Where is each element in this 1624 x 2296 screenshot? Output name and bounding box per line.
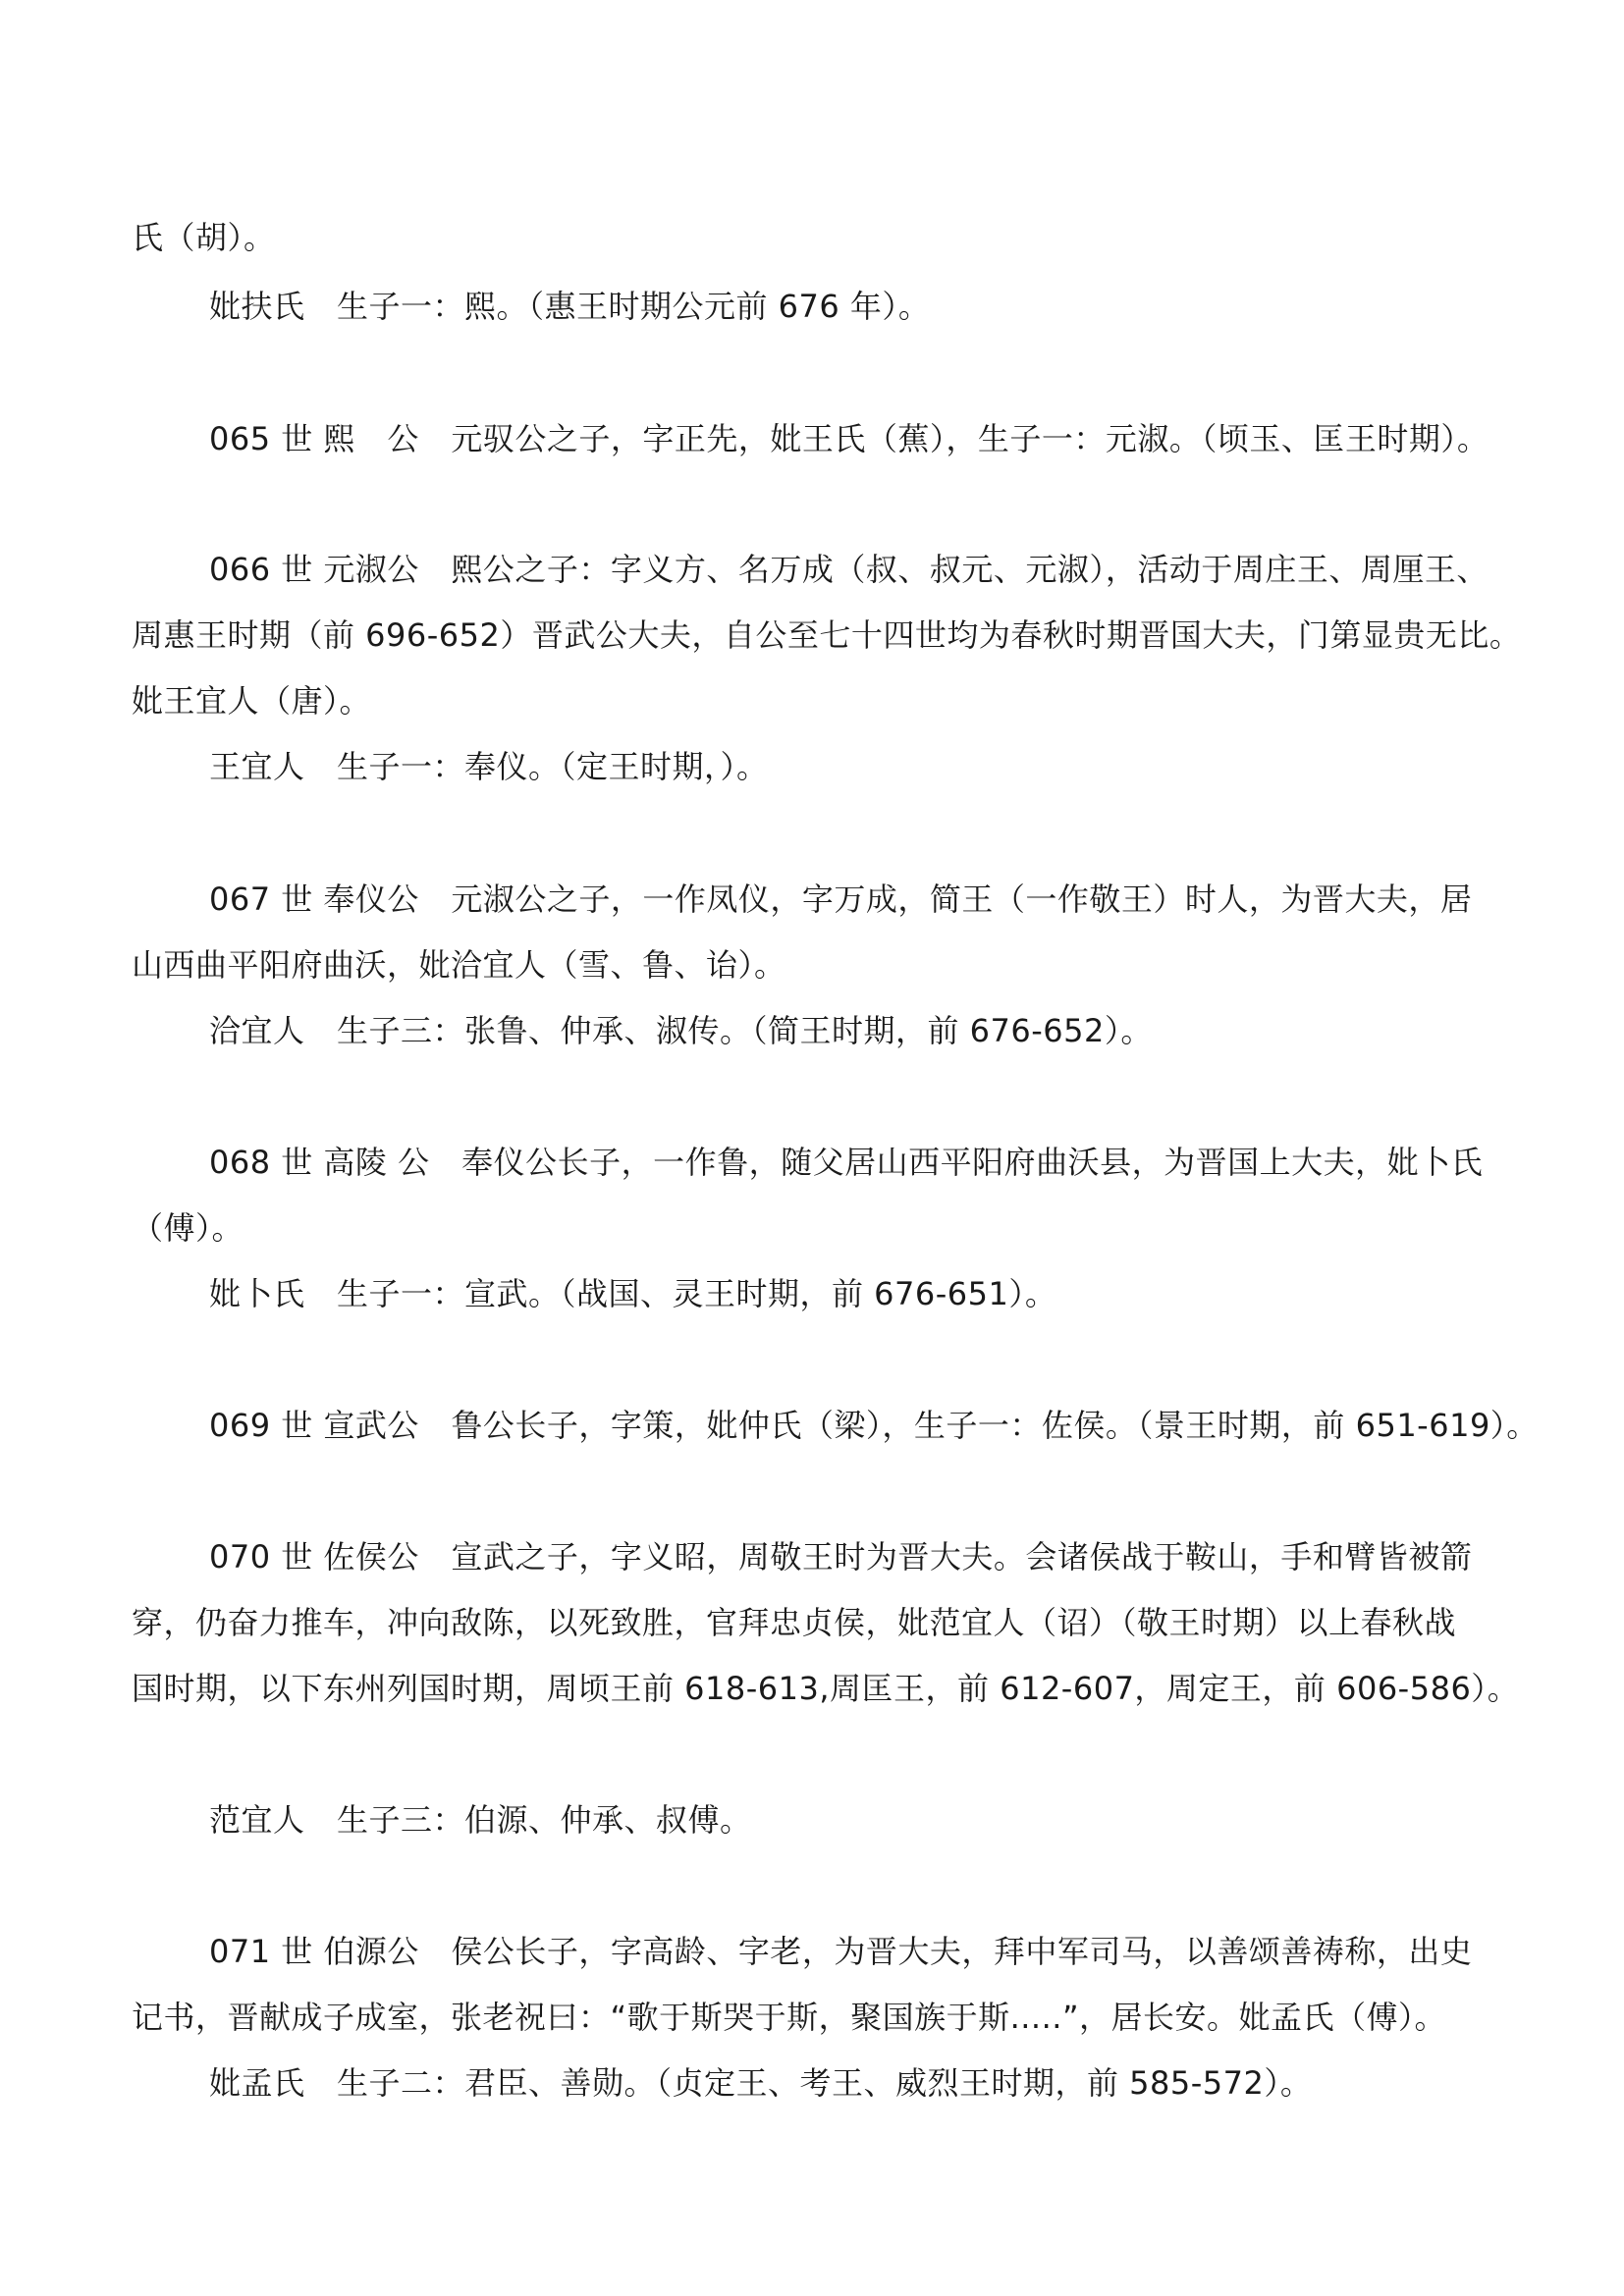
text-line: 妣孟氏 生子二：君臣、善勋。（贞定王、考王、威烈王时期，前 585-572）。 bbox=[209, 2064, 1313, 2102]
text-line: 周惠王时期（前 696-652）晋武公大夫，自公至七十四世均为春秋时期晋国大夫，门第显贵无比。 bbox=[132, 616, 1522, 654]
text-line: 洽宜人 生子三：张鲁、仲承、淑传。（简王时期，前 676-652）。 bbox=[209, 1012, 1153, 1049]
text-line: 069 世 宣武公 鲁公长子，字策，妣仲氏（梁），生子一：佐侯。（景王时期，前 651-619）。 bbox=[209, 1407, 1539, 1444]
text-line: 071 世 伯源公 侯公长子，字高龄、字老，为晋大夫，拜中军司马，以善颂善祷称，出史 bbox=[209, 1933, 1473, 1970]
text-line: 穿，仍奋力推车，冲向敌陈，以死致胜，官拜忠贞侯，妣范宜人（诏）（敬王时期）以上春秋战 bbox=[132, 1604, 1457, 1641]
text-line: 066 世 元淑公 熙公之子：字义方、名万成（叔、叔元、元淑），活动于周庄王、周厘王、 bbox=[209, 551, 1489, 588]
text-line: 范宜人 生子三：伯源、仲承、叔傅。 bbox=[209, 1801, 752, 1839]
text-line: 068 世 高陵 公 奉仪公长子，一作鲁，随父居山西平阳府曲沃县，为晋国上大夫，妣卜氏 bbox=[209, 1144, 1484, 1181]
text-line: 王宜人 生子一：奉仪。（定王时期，）。 bbox=[209, 748, 769, 785]
text-line: 氏（胡）。 bbox=[132, 219, 276, 256]
text-line: 山西曲平阳府曲沃，妣洽宜人（雪、鲁、诒）。 bbox=[132, 946, 786, 984]
text-line: 妣王宜人（唐）。 bbox=[132, 682, 372, 720]
text-line: 妣卜氏 生子一：宣武。（战国、灵王时期，前 676-651）。 bbox=[209, 1275, 1057, 1312]
text-line: 记书，晋献成子成室，张老祝曰：“歌于斯哭于斯，聚国族于斯.....”，居长安。妣孟氏（傅）。 bbox=[132, 1999, 1447, 2036]
text-line: 070 世 佐侯公 宣武之子，字义昭，周敬王时为晋大夫。会诸侯战于鞍山，手和臂皆被箭 bbox=[209, 1538, 1473, 1575]
text-line: 065 世 熙 公 元驭公之子，字正先，妣王氏（蕉），生子一：元淑。（顷玉、匡王时期）。 bbox=[209, 420, 1489, 457]
text-line: 国时期，以下东州列国时期，周顷王前 618-613,周匡王，前 612-607，周定王，前 606-586）。 bbox=[132, 1670, 1520, 1707]
text-line: 妣扶氏 生子一：熙。（惠王时期公元前 676 年）。 bbox=[209, 288, 931, 325]
text-line: 067 世 奉仪公 元淑公之子，一作凤仪，字万成，简王（一作敬王）时人，为晋大夫，居 bbox=[209, 881, 1473, 918]
text-line: （傅）。 bbox=[132, 1209, 244, 1247]
